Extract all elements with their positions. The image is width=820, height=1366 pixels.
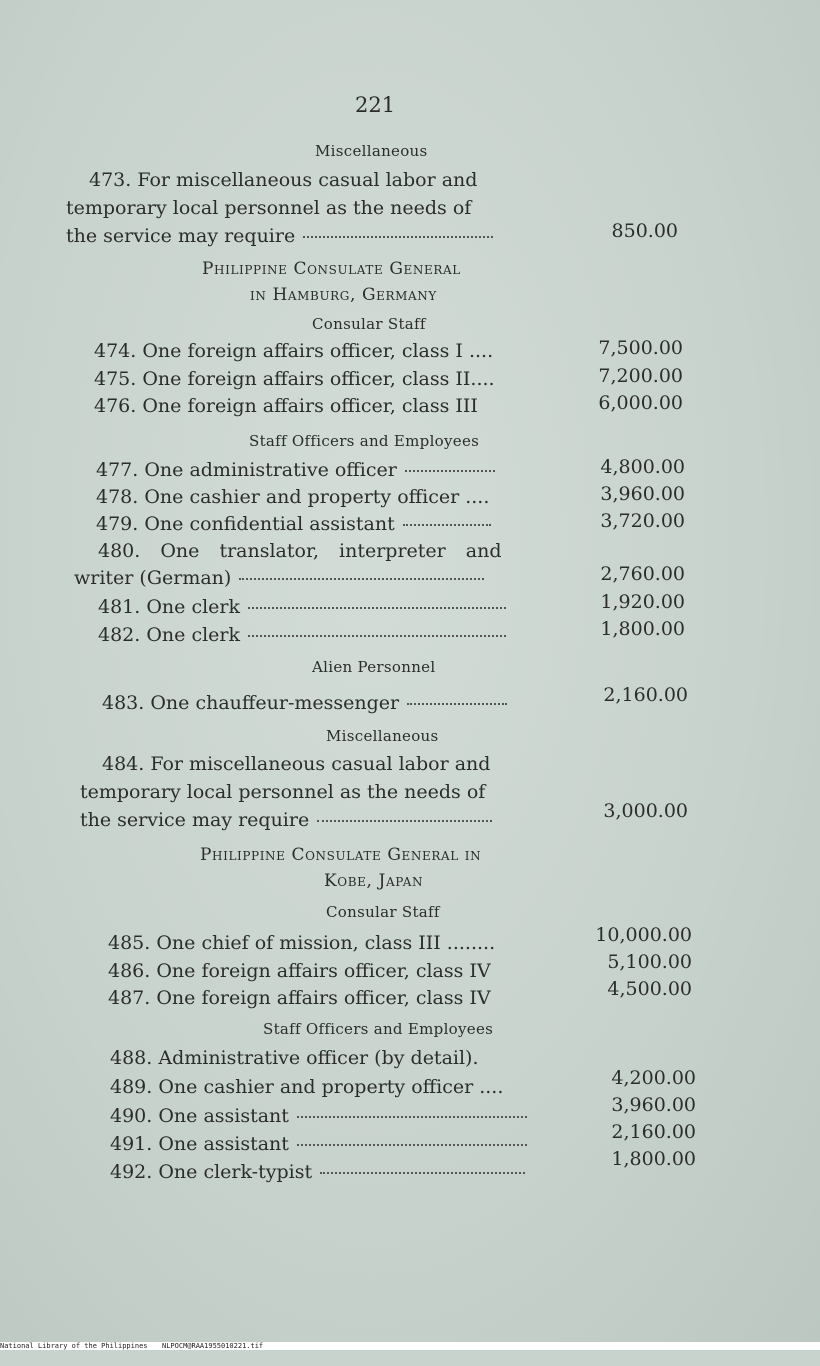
item-476: 476. One foreign affairs officer, class III [94, 395, 478, 417]
item-473-line-1: 473. For miscellaneous casual labor and [89, 169, 478, 191]
amount-483: 2,160.00 [603, 684, 688, 706]
amount-484: 3,000.00 [603, 800, 688, 822]
item-477 [96, 459, 495, 481]
amount-476: 6,000.00 [598, 392, 683, 414]
amount-481: 1,920.00 [600, 591, 685, 613]
item-477-text: 477. One administrative officer [96, 459, 397, 481]
footer-filename: NLPOCM@RAA1955010221.tif [162, 1342, 264, 1350]
item-483 [102, 692, 507, 714]
dot-leader [248, 635, 506, 637]
dot-leader [248, 607, 506, 609]
dot-leader [239, 578, 484, 580]
hamburg-staff-officers-heading: Staff Officers and Employees [249, 432, 480, 450]
item-473-line-3 [66, 222, 526, 250]
item-491 [110, 1133, 527, 1155]
item-479-text: 479. One confidential assistant [96, 513, 395, 535]
hamburg-consular-staff-heading: Consular Staff [312, 315, 426, 333]
hamburg-misc-heading: Miscellaneous [326, 727, 439, 745]
amount-482: 1,800.00 [600, 618, 685, 640]
item-491-text: 491. One assistant [110, 1133, 289, 1155]
dot-leader [297, 1144, 527, 1146]
item-480-line-1: 480. One translator, interpreter and [98, 540, 502, 562]
footer-library: National Library of the Philippines [0, 1342, 148, 1350]
item-490 [110, 1105, 527, 1127]
amount-480: 2,760.00 [600, 563, 685, 585]
amount-479: 3,720.00 [600, 510, 685, 532]
item-481-text: 481. One clerk [98, 596, 240, 618]
item-480-line-2-text: writer (German) [74, 567, 232, 589]
item-475: 475. One foreign affairs officer, class II.... [94, 368, 495, 390]
section-heading-miscellaneous: Miscellaneous [315, 142, 428, 160]
item-474: 474. One foreign affairs officer, class I .... [94, 340, 494, 362]
dot-leader [405, 470, 495, 472]
item-486: 486. One foreign affairs officer, class IV [108, 960, 491, 982]
kobe-consular-staff-heading: Consular Staff [326, 903, 440, 921]
item-485: 485. One chief of mission, class III ........ [108, 932, 496, 954]
kobe-title-line-2: Kobe, Japan [324, 871, 424, 891]
amount-475: 7,200.00 [598, 365, 683, 387]
item-482-text: 482. One clerk [98, 624, 240, 646]
item-480-line-2 [74, 567, 484, 589]
amount-489: 4,200.00 [611, 1067, 696, 1089]
amount-478: 3,960.00 [600, 483, 685, 505]
item-473-line-3-text: the service may require [66, 225, 296, 247]
item-484-line-3-text: the service may require [80, 809, 310, 831]
item-481 [98, 596, 506, 618]
kobe-staff-officers-heading: Staff Officers and Employees [263, 1020, 494, 1038]
amount-487: 4,500.00 [607, 978, 692, 1000]
amount-485: 10,000.00 [595, 924, 692, 946]
item-473-line-2: temporary local personnel as the needs of [66, 197, 472, 219]
hamburg-title-line-1: Philippine Consulate General [202, 259, 461, 279]
hamburg-alien-heading: Alien Personnel [312, 658, 436, 676]
item-487: 487. One foreign affairs officer, class IV [108, 987, 491, 1009]
item-484 [80, 750, 536, 834]
item-478: 478. One cashier and property officer .... [96, 486, 490, 508]
item-489: 489. One cashier and property officer .... [110, 1076, 504, 1098]
dot-leader [407, 703, 507, 705]
item-483-text: 483. One chauffeur-messenger [102, 692, 400, 714]
item-482 [98, 624, 506, 646]
item-492 [110, 1161, 525, 1183]
hamburg-title-line-2: in Hamburg, Germany [250, 285, 437, 305]
amount-490: 3,960.00 [611, 1094, 696, 1116]
item-484-line-1: 484. For miscellaneous casual labor and [102, 753, 491, 775]
dot-leader [320, 1172, 525, 1174]
dot-leader [297, 1116, 527, 1118]
amount-486: 5,100.00 [607, 951, 692, 973]
amount-474: 7,500.00 [598, 337, 683, 359]
dot-leader [303, 236, 493, 238]
item-473 [66, 166, 526, 250]
amount-491: 2,160.00 [611, 1121, 696, 1143]
kobe-title-line-1: Philippine Consulate General in [200, 845, 482, 865]
amount-477: 4,800.00 [600, 456, 685, 478]
dot-leader [317, 820, 492, 822]
item-484-line-3 [80, 806, 536, 834]
dot-leader [403, 524, 491, 526]
item-492-text: 492. One clerk-typist [110, 1161, 313, 1183]
item-488: 488. Administrative officer (by detail). [110, 1047, 479, 1069]
item-490-text: 490. One assistant [110, 1105, 289, 1127]
page-number: 221 [355, 93, 396, 117]
item-484-line-2: temporary local personnel as the needs of [80, 781, 486, 803]
item-479 [96, 513, 491, 535]
amount-492: 1,800.00 [611, 1148, 696, 1170]
scan-footer [0, 1342, 820, 1350]
amount-473: 850.00 [611, 220, 678, 242]
